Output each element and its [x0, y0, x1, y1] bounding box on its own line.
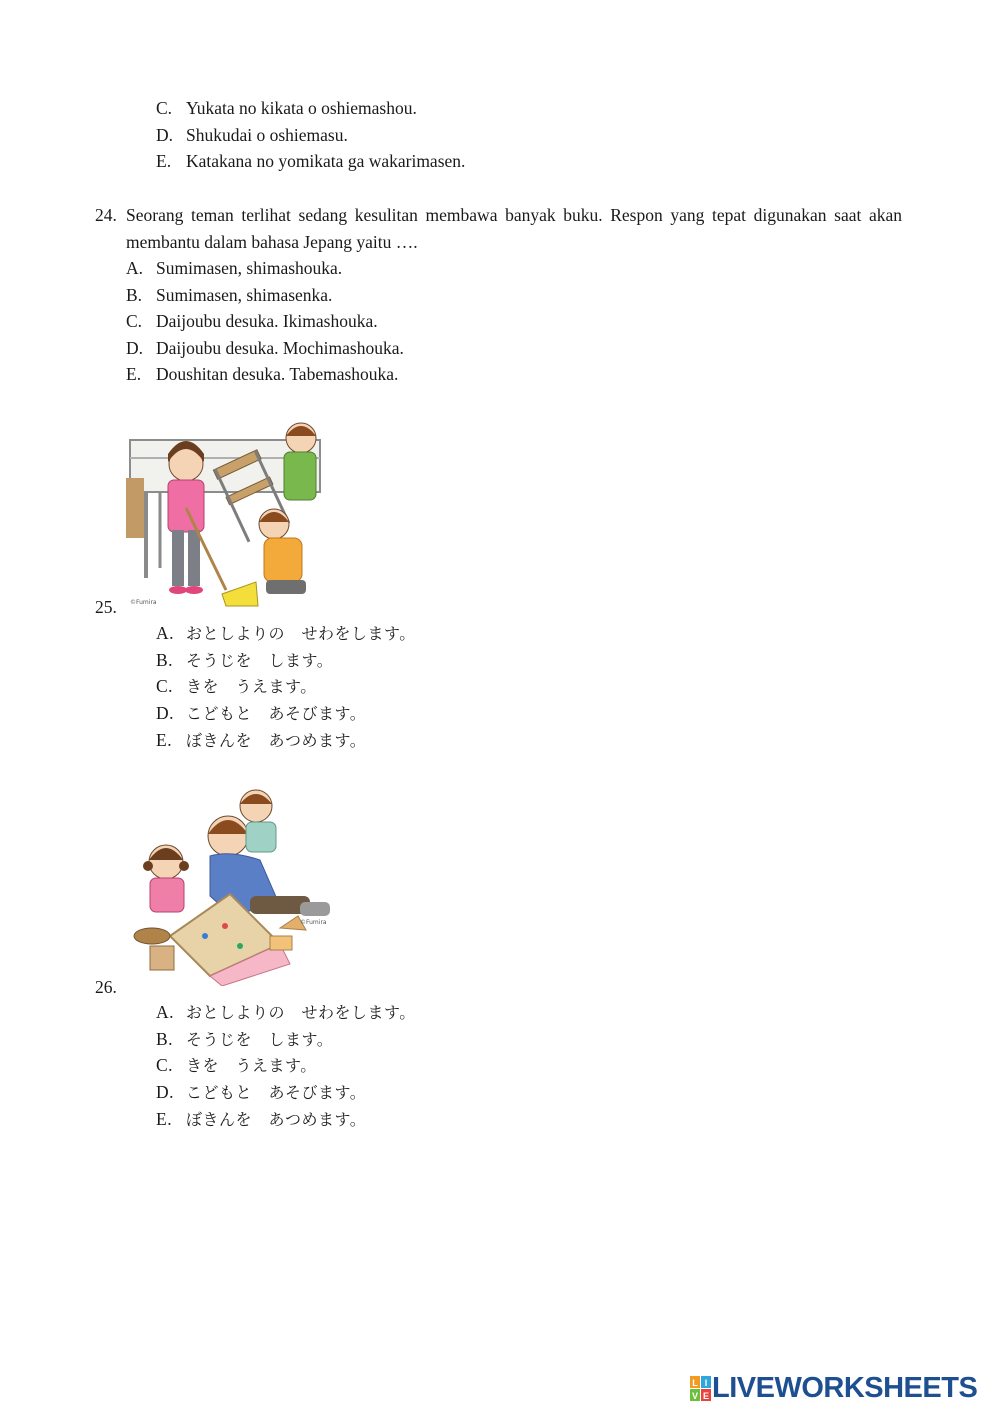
boy-with-dustpan-figure — [222, 509, 306, 606]
svg-text:©Fumira: ©Fumira — [130, 599, 157, 606]
q24-option-e: E. Doushitan desuka. Tabemashouka. — [126, 364, 399, 384]
svg-text:V: V — [691, 1390, 699, 1401]
q25-option-c: C. きを うえます。 — [156, 676, 317, 696]
q26-option-c: C. きを うえます。 — [156, 1055, 317, 1075]
block — [270, 936, 292, 950]
q24-option-a: A. Sumimasen, shimashouka. — [126, 258, 343, 278]
cleaning-illustration — [126, 418, 326, 608]
svg-text:©Fumira: ©Fumira — [300, 919, 327, 926]
q26-option-e: E. ぼきんを あつめます。 — [156, 1109, 367, 1129]
svg-text:I: I — [704, 1377, 708, 1388]
q25-option-a: A. おとしよりの せわをします。 — [156, 623, 416, 643]
q23-option-c: C. Yukata no kikata o oshiemashou. — [156, 98, 417, 118]
q26-option-d: D. こどもと あそびます。 — [156, 1082, 367, 1102]
brand-name: LIVEWORKSHEETS — [712, 1372, 978, 1404]
playing-blocks-illustration — [130, 786, 340, 986]
q23-option-e: E. Katakana no yomikata ga wakarimasen. — [156, 151, 466, 171]
q25-option-d: D. こどもと あそびます。 — [156, 703, 367, 723]
q24-text: Seorang teman terlihat sedang kesulitan membawa banyak buku. Respon yang tepat digunakan saat akan membantu dalam bahasa Jepang yaitu …. — [126, 205, 902, 252]
q23-option-d: D. Shukudai o oshiemasu. — [156, 125, 348, 145]
q24-option-c: C. Daijoubu desuka. Ikimashouka. — [126, 311, 378, 331]
q24-number: 24. — [95, 205, 117, 225]
q26-option-a: A. おとしよりの せわをします。 — [156, 1002, 416, 1022]
q26-number: 26. — [95, 977, 117, 997]
liveworksheets-logo-icon — [690, 1376, 712, 1402]
boy-with-chair-figure — [284, 423, 316, 500]
svg-text:L: L — [692, 1377, 698, 1388]
basket — [134, 928, 170, 944]
girl-figure — [143, 845, 189, 912]
liveworksheets-brand[interactable] — [690, 1372, 977, 1405]
svg-text:E: E — [702, 1390, 710, 1401]
q25-number: 25. — [95, 597, 117, 617]
q26-option-b: B. そうじを します。 — [156, 1029, 334, 1049]
q25-option-e: E. ぼきんを あつめます。 — [156, 730, 367, 750]
q24-option-d: D. Daijoubu desuka. Mochimashouka. — [126, 338, 404, 358]
q25-option-b: B. そうじを します。 — [156, 650, 334, 670]
q24-option-b: B. Sumimasen, shimasenka. — [126, 285, 333, 305]
